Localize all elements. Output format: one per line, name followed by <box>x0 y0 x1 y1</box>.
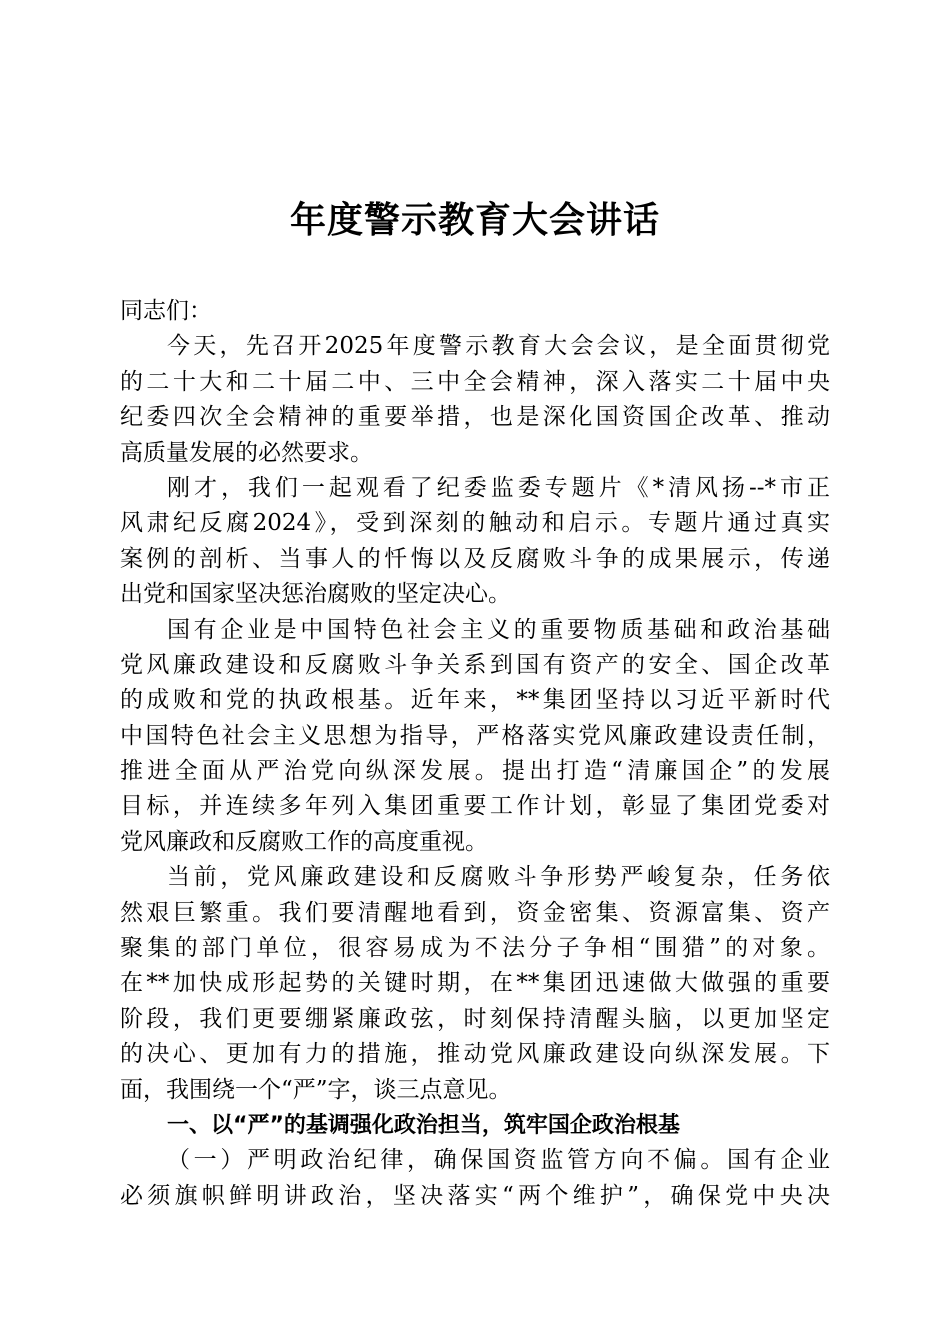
document-title: 年度警示教育大会讲话 <box>289 199 660 241</box>
salutation: 同志们： <box>120 298 212 324</box>
paragraph-line: 案例的剖析、当事人的忏悔以及反腐败斗争的成果展示，传递 <box>120 545 830 572</box>
paragraph-line: 今天，先召开2025年度警示教育大会会议，是全面贯彻党 <box>167 333 830 360</box>
paragraph-line: 中国特色社会主义思想为指导，严格落实党风廉政建设责任制， <box>120 722 830 749</box>
paragraph-line: 党风廉政和反腐败工作的高度重视。 <box>120 828 488 855</box>
paragraph-line: 在**加快成形起势的关键时期，在**集团迅速做大做强的重要 <box>120 970 830 997</box>
paragraph-line: 当前，党风廉政建设和反腐败斗争形势严峻复杂，任务依 <box>167 864 830 891</box>
section-heading: 一、以“严”的基调强化政治担当，筑牢国企政治根基 <box>167 1112 680 1138</box>
paragraph-line: 目标，并连续多年列入集团重要工作计划，彰显了集团党委对 <box>120 793 830 820</box>
paragraph-line: 的决心、更加有力的措施，推动党风廉政建设向纵深发展。下 <box>120 1041 830 1068</box>
paragraph-line: 面，我围绕一个“严”字，谈三点意见。 <box>120 1076 512 1103</box>
paragraph-line: 出党和国家坚决惩治腐败的坚定决心。 <box>120 581 511 608</box>
document-body <box>120 294 830 1214</box>
paragraph-line: 刚才，我们一起观看了纪委监委专题片《*清风扬--*市正 <box>167 474 830 501</box>
paragraph-line: 高质量发展的必然要求。 <box>120 439 373 466</box>
paragraph-line: 的成败和党的执政根基。近年来，**集团坚持以习近平新时代 <box>120 687 830 714</box>
paragraph-line: 党风廉政建设和反腐败斗争关系到国有资产的安全、国企改革 <box>120 651 830 678</box>
paragraph-line: 风肃纪反腐2024》，受到深刻的触动和启示。专题片通过真实 <box>120 510 830 537</box>
paragraph-line: 然艰巨繁重。我们要清醒地看到，资金密集、资源富集、资产 <box>120 899 830 926</box>
paragraph-line: 必须旗帜鲜明讲政治，坚决落实“两个维护”，确保党中央决 <box>120 1182 830 1209</box>
paragraph-line: 的二十大和二十届二中、三中全会精神，深入落实二十届中央 <box>120 368 830 395</box>
paragraph-line: 纪委四次全会精神的重要举措，也是深化国资国企改革、推动 <box>120 404 830 431</box>
paragraph-line: （一）严明政治纪律，确保国资监管方向不偏。国有企业 <box>167 1147 830 1174</box>
paragraph-line: 推进全面从严治党向纵深发展。提出打造“清廉国企”的发展 <box>120 758 830 785</box>
paragraph-line: 阶段，我们更要绷紧廉政弦，时刻保持清醒头脑，以更加坚定 <box>120 1005 830 1032</box>
paragraph-line: 聚集的部门单位，很容易成为不法分子争相“围猎”的对象。 <box>120 935 830 962</box>
paragraph-line: 国有企业是中国特色社会主义的重要物质基础和政治基础 <box>167 616 830 643</box>
